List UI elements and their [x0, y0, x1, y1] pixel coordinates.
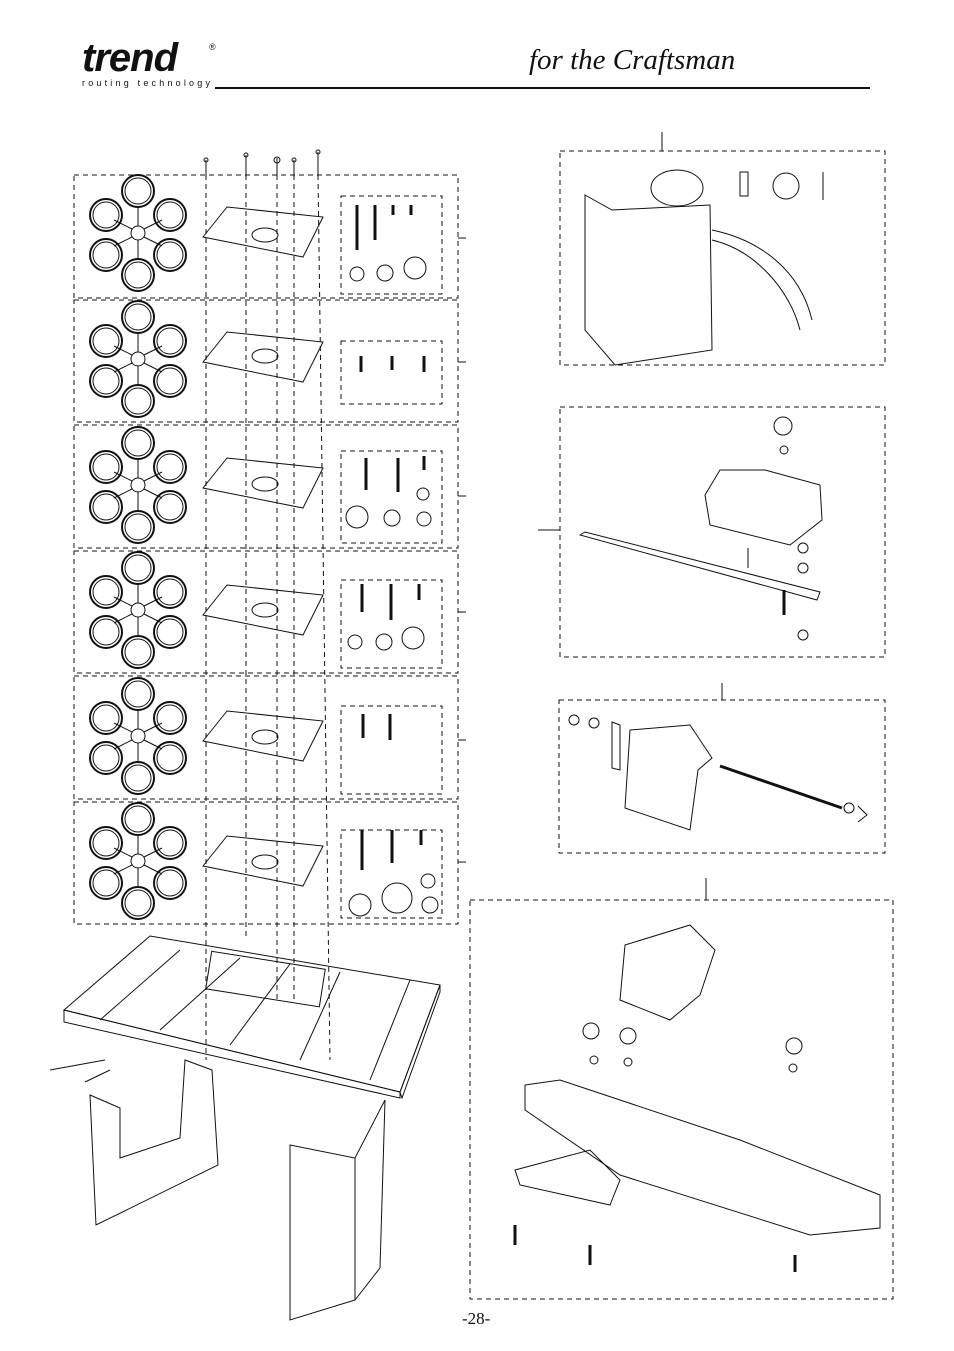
page-header-title: for the Craftsman	[529, 44, 736, 76]
guide-bush-rings	[90, 175, 186, 919]
subbase-rows	[74, 175, 458, 1060]
plate-fasteners	[346, 205, 438, 916]
page-number: -28-	[462, 1309, 491, 1328]
insert-plates	[203, 207, 323, 886]
table-legs	[90, 1060, 385, 1320]
guard-group	[559, 683, 885, 853]
brand-name: trend	[82, 36, 177, 80]
mitre-fence-group	[538, 407, 885, 657]
brand-tagline: routing technology	[82, 78, 214, 88]
row-leader-lines	[458, 238, 466, 862]
top-screws	[204, 150, 320, 175]
dust-box-group	[560, 132, 885, 365]
fence-assembly-group	[470, 878, 893, 1299]
registered-mark: ®	[209, 42, 216, 52]
router-table	[50, 936, 440, 1098]
